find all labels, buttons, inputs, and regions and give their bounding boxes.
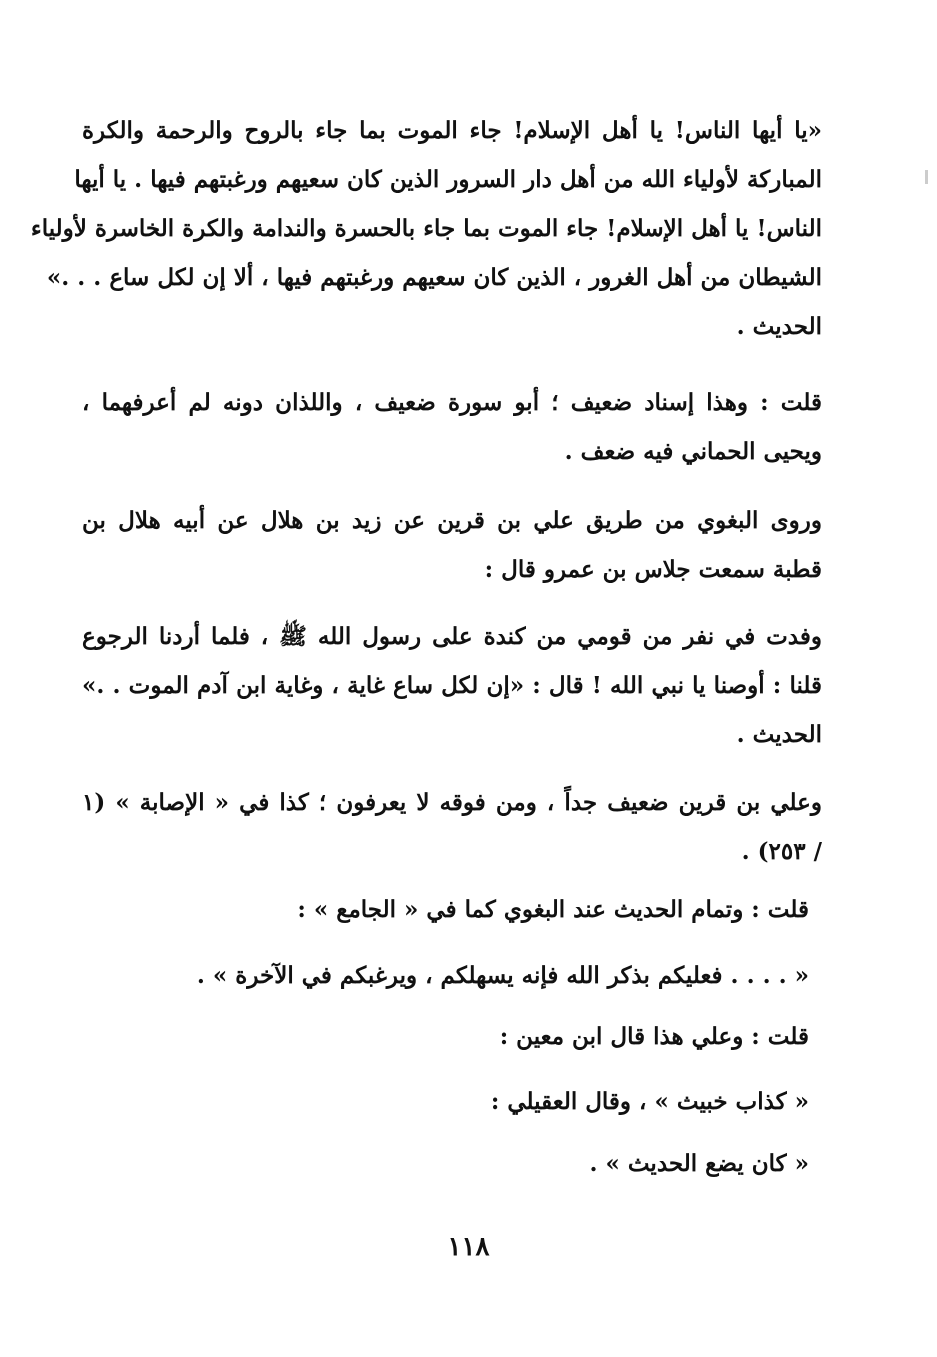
text-line: وعلي بن قرين ضعيف جداً ، ومن فوقه لا يعرفون ؛ كذا في « الإصابة » (١	[82, 789, 822, 816]
quote-line: « . . . . فعليكم بذكر الله فإنه يسهلكم ، ويرغبكم في الآخرة » .	[196, 962, 809, 989]
page-number: ١١٨	[447, 1232, 490, 1262]
paragraph-hadith-text	[30, 106, 822, 351]
text-line: «يا أيها الناس! يا أهل الإسلام! جاء الموت بما جاء بالروح والرحمة والكرة	[82, 117, 822, 144]
quote-line: « كان يضع الحديث » .	[589, 1150, 809, 1177]
paragraph-delegation-narration	[82, 612, 822, 759]
text-line: ويحيى الحماني فيه ضعف .	[564, 438, 822, 465]
text-line: الشيطان من أهل الغرور ، الذين كان سعيهم ورغبتهم فيها ، ألا إن لكل ساع . . .»	[46, 264, 822, 291]
paragraph-baghawi-narration	[82, 496, 822, 594]
text-line: الناس! يا أهل الإسلام! جاء الموت بما جاء بالحسرة والندامة والكرة الخاسرة لأولياء	[30, 215, 822, 242]
text-line: قلنا : أوصنا يا نبي الله ! قال : «إن لكل ساع غاية ، وغاية ابن آدم الموت . .»	[82, 672, 822, 699]
quote-line: « كذاب خبيث » ، وقال العقيلي :	[490, 1088, 809, 1115]
quote-line: قلت : وتمام الحديث عند البغوي كما في « الجامع » :	[297, 896, 809, 923]
text-line: الحديث .	[736, 313, 822, 340]
text-line: قطبة سمعت جلاس بن عمرو قال :	[484, 556, 822, 583]
text-line: الحديث .	[736, 721, 822, 748]
scan-artifact	[925, 170, 928, 184]
paragraph-narrator-assessment	[82, 778, 822, 876]
text-line: وروى البغوي من طريق علي بن قرين عن زيد بن هلال عن أبيه هلال بن	[82, 507, 822, 534]
text-line: وفدت في نفر من قومي من كندة على رسول الله ﷺ ، فلما أردنا الرجوع	[82, 623, 822, 650]
text-line: المباركة لأولياء الله من أهل دار السرور الذين كان سعيهم ورغبتهم فيها . يا أيها	[74, 166, 822, 193]
text-line: قلت : وهذا إسناد ضعيف ؛ أبو سورة ضعيف ، واللذان دونه لم أعرفهما ،	[82, 389, 822, 416]
quote-line: قلت : وعلي هذا قال ابن معين :	[499, 1023, 809, 1050]
text-line: / ٢٥٣) .	[741, 838, 822, 865]
paragraph-isnad-assessment	[82, 378, 822, 476]
